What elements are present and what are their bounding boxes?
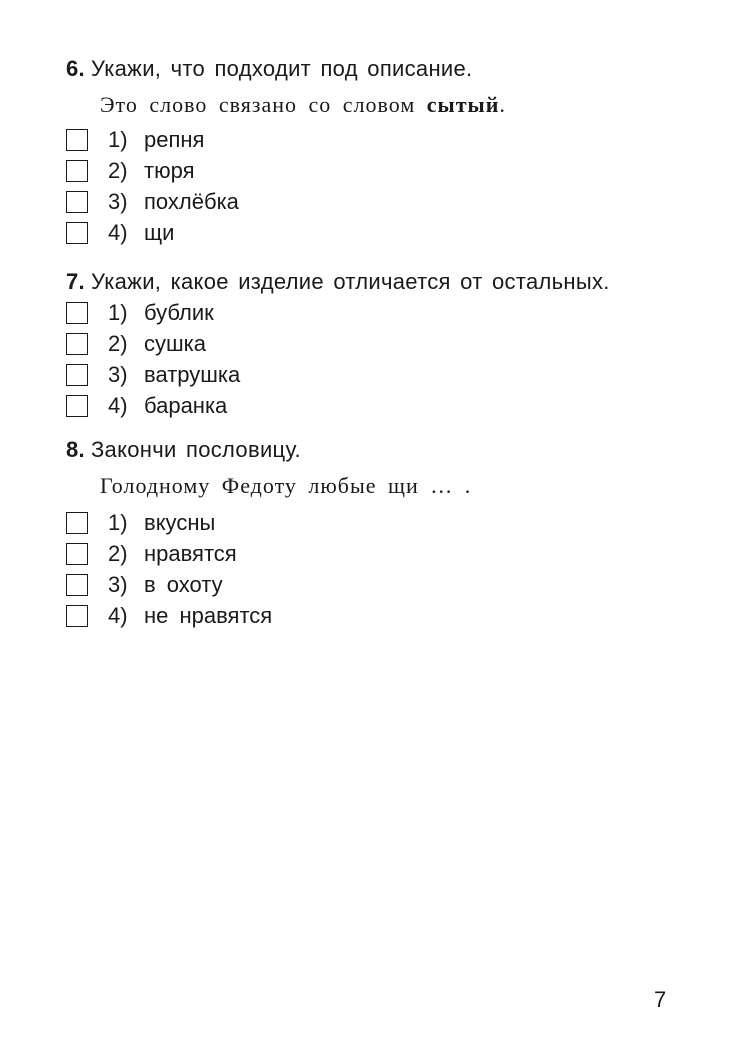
option xyxy=(66,390,686,421)
quote-bold-word: сытый xyxy=(426,92,500,117)
option-text: щи xyxy=(144,219,175,245)
option-number: 2) xyxy=(108,157,128,183)
answer-checkbox[interactable] xyxy=(66,364,88,386)
option-number: 3) xyxy=(108,571,128,597)
question-title xyxy=(66,269,686,295)
option xyxy=(66,538,686,569)
question-8 xyxy=(66,437,686,631)
page-number: 7 xyxy=(654,987,667,1012)
option xyxy=(66,600,686,631)
question-number: 7. xyxy=(66,269,85,294)
option-text: репня xyxy=(144,126,205,152)
option xyxy=(66,569,686,600)
question-prompt: Закончи пословицу. xyxy=(90,437,301,462)
answer-checkbox[interactable] xyxy=(66,222,88,244)
answer-checkbox[interactable] xyxy=(66,543,88,565)
option xyxy=(66,217,686,248)
question-7 xyxy=(66,269,686,421)
option-text: похлёбка xyxy=(144,188,239,214)
question-number: 8. xyxy=(66,437,85,462)
question-quote xyxy=(100,473,686,499)
option-number: 3) xyxy=(108,188,128,214)
answer-checkbox[interactable] xyxy=(66,191,88,213)
question-number: 6. xyxy=(66,56,85,81)
option-number: 3) xyxy=(108,361,128,387)
option-text: баранка xyxy=(144,392,228,418)
quote-end: . xyxy=(499,92,506,117)
option-text: тюря xyxy=(144,157,195,183)
option-text: сушка xyxy=(144,330,206,356)
option xyxy=(66,328,686,359)
option-number: 1) xyxy=(108,509,128,535)
answer-checkbox[interactable] xyxy=(66,129,88,151)
option-number: 4) xyxy=(108,219,128,245)
option-number: 2) xyxy=(108,330,128,356)
option xyxy=(66,155,686,186)
option-number: 4) xyxy=(108,602,128,628)
quote-text: Голодному Федоту любые щи … . xyxy=(100,473,472,498)
question-prompt: Укажи, что подходит под описание. xyxy=(90,56,473,81)
quote-text: Это слово связано со словом xyxy=(100,92,416,117)
answer-checkbox[interactable] xyxy=(66,512,88,534)
answer-checkbox[interactable] xyxy=(66,333,88,355)
option-number: 4) xyxy=(108,392,128,418)
answer-checkbox[interactable] xyxy=(66,302,88,324)
option xyxy=(66,297,686,328)
option-text: бублик xyxy=(144,299,214,325)
question-title xyxy=(66,56,686,82)
option-text: в охоту xyxy=(144,571,223,597)
options-list xyxy=(66,124,686,248)
options-list xyxy=(66,297,686,421)
option-text: нравятся xyxy=(144,540,237,566)
option-number: 1) xyxy=(108,126,128,152)
answer-checkbox[interactable] xyxy=(66,395,88,417)
option-number: 2) xyxy=(108,540,128,566)
option-text: не нравятся xyxy=(144,602,273,628)
answer-checkbox[interactable] xyxy=(66,605,88,627)
options-list xyxy=(66,507,686,631)
answer-checkbox[interactable] xyxy=(66,160,88,182)
option-text: вкусны xyxy=(144,509,216,535)
question-prompt: Укажи, какое изделие отличается от остальных. xyxy=(90,269,610,294)
option xyxy=(66,186,686,217)
question-6 xyxy=(66,56,686,248)
option-number: 1) xyxy=(108,299,128,325)
question-title xyxy=(66,437,686,463)
question-quote xyxy=(100,92,686,118)
answer-checkbox[interactable] xyxy=(66,574,88,596)
option-text: ватрушка xyxy=(144,361,241,387)
option xyxy=(66,507,686,538)
option xyxy=(66,359,686,390)
option xyxy=(66,124,686,155)
